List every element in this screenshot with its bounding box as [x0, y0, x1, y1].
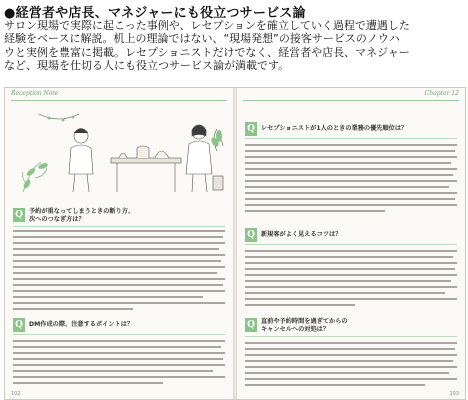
question-title-line: 新規客がよく見えるコツは？	[261, 231, 342, 238]
text-lines-placeholder	[13, 340, 225, 390]
description-line: 経験をベースに解説。机上の理論ではない、“現場発想”の接客サービスのノウハ	[4, 32, 400, 46]
question-rule	[13, 226, 225, 227]
question-title	[29, 321, 225, 329]
right-page-number: 103	[449, 391, 459, 397]
left-page	[5, 88, 233, 399]
question-title-line: 次へのつなぎ方は？	[29, 216, 85, 223]
question-rule	[245, 138, 457, 139]
question-badge: Q	[245, 228, 257, 242]
description-line: など、現場を仕切る人にも役立つサービス論が満載です。	[4, 59, 290, 73]
left-running-head: Reception Note	[11, 90, 59, 97]
book-spread-image	[4, 87, 466, 400]
text-lines-placeholder	[245, 144, 457, 216]
question-title	[261, 125, 459, 133]
text-lines-placeholder	[245, 250, 457, 308]
right-page	[237, 88, 465, 399]
question-badge: Q	[13, 208, 25, 222]
question-badge: Q	[245, 318, 257, 332]
text-lines-placeholder	[245, 342, 457, 392]
answer-text-block	[13, 340, 225, 390]
question-rule	[245, 244, 457, 245]
salon-illustration	[19, 106, 224, 196]
question-title-line: 予約が重なってしまうときの断り方、	[29, 208, 135, 215]
text-lines-placeholder	[13, 230, 225, 312]
question-title-line: DM作成の際、注意するポイントは？	[29, 321, 134, 328]
question-rule	[13, 334, 225, 335]
running-head-rule	[11, 100, 227, 101]
answer-text-block	[13, 230, 225, 312]
question-title-line: 直前や予約時間を過ぎてからの	[261, 318, 348, 325]
right-running-head: Chapter 12	[424, 90, 459, 97]
header-title: ●経営者や店長、マネジャーにも役立つサービス論	[4, 6, 306, 21]
description-header	[0, 0, 468, 84]
question-title-line: キャンセルへの対処は？	[261, 326, 330, 333]
question-title	[29, 208, 225, 224]
question-title-line: レセプショニストが1人のときの業務の優先順位は？	[261, 125, 408, 132]
answer-text-block	[245, 342, 457, 392]
answer-text-block	[245, 250, 457, 308]
running-head-rule	[243, 100, 459, 101]
question-badge: Q	[13, 318, 25, 332]
question-rule	[245, 336, 457, 337]
question-title	[261, 231, 459, 239]
question-badge: Q	[245, 122, 257, 136]
question-title	[261, 318, 459, 334]
header-description	[4, 19, 466, 73]
answer-text-block	[245, 144, 457, 216]
description-line: ウと実例を豊富に掲載。レセプショニストだけでなく、経営者や店長、マネジャー	[4, 45, 410, 59]
left-page-number: 102	[11, 391, 21, 397]
description-line: サロン現場で実際に起こった事例や、レセプションを確立していく過程で遭遇した	[4, 19, 410, 32]
